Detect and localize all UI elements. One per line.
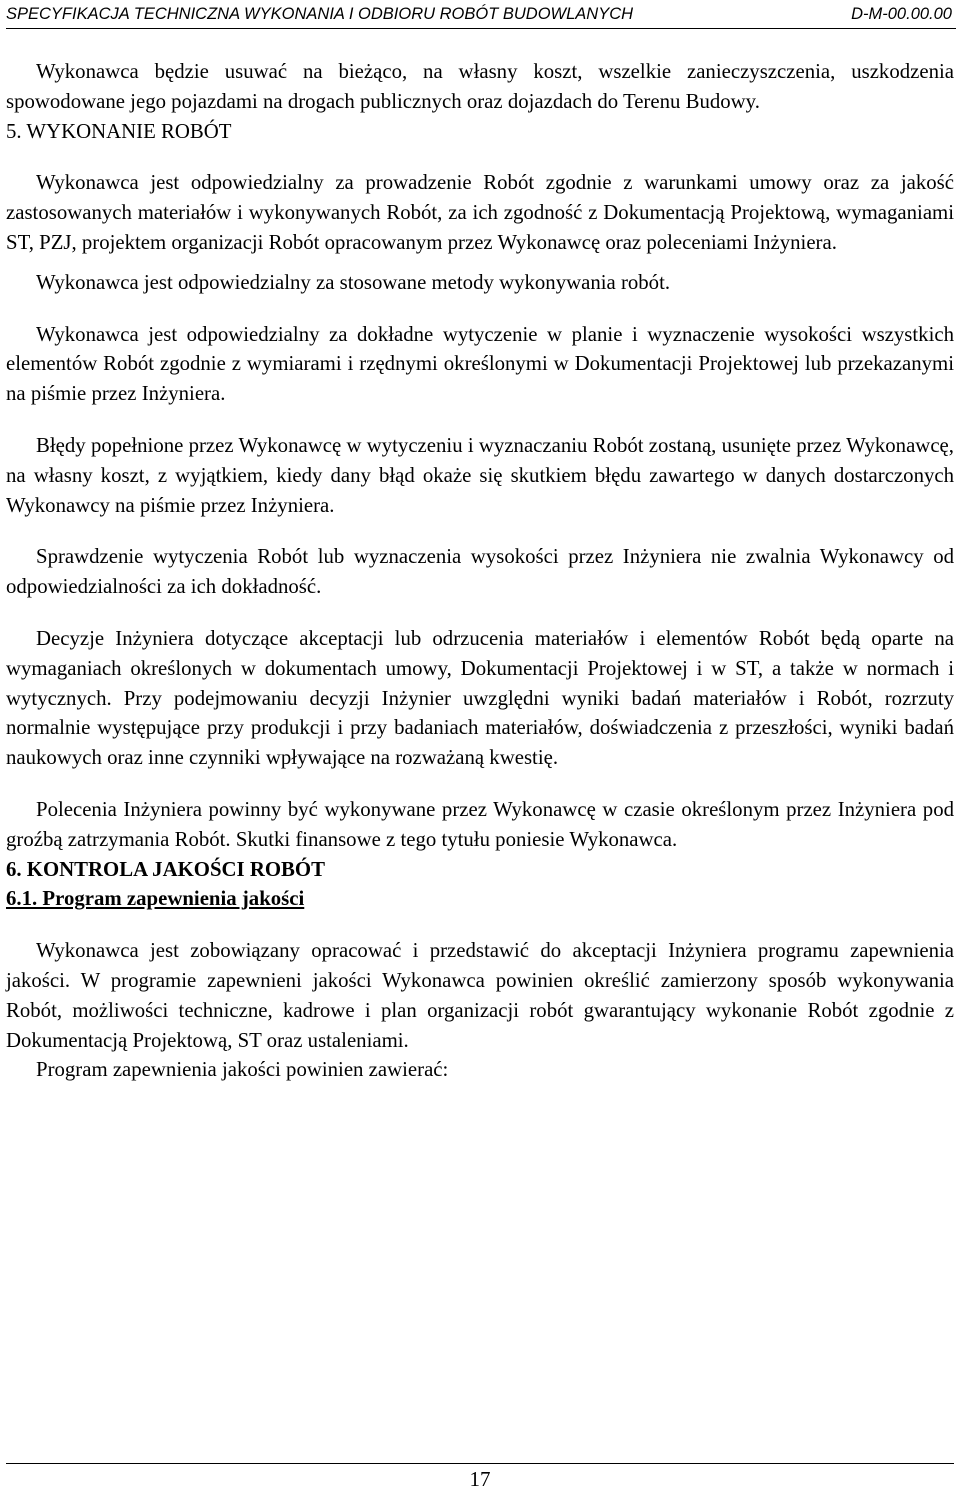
paragraph-61a: Wykonawca jest zobowiązany opracować i przedstawić do akceptacji Inżyniera programu zapewnienia jakości. W programie zapewnieni jakości Wykonawca powinien określić zamierzony sposób wykonywania Robót, możliwości techniczne, kadrowe i plan organizacji robót gwarantujący wykonanie Robót zgodnie z Dokumentacją Projektową, ST oraz ustaleniami. [6, 939, 954, 1052]
section-heading-5: 5. WYKONANIE ROBÓT [6, 119, 232, 143]
subsection-heading-6-1: 6.1. Program zapewnienia jakości [6, 887, 305, 911]
footer-rule [6, 1463, 954, 1464]
paragraph-intro: Wykonawca będzie usuwać na bieżąco, na własny koszt, wszelkie zanieczyszczenia, uszkodzenia spowodowane jego pojazdami na drogach publicznych oraz dojazdach do Terenu Budowy. [6, 60, 954, 113]
paragraph-5c: Wykonawca jest odpowiedzialny za dokładne wytyczenie w planie i wyznaczenie wysokości wszystkich elementów Robót zgodnie z wymiarami i rzędnymi określonymi w Dokumentacji Projektowej lub przekazanymi na piśmie przez Inżyniera. [6, 322, 954, 406]
paragraph-5g: Polecenia Inżyniera powinny być wykonywane przez Wykonawcę w czasie określonym przez Inżyniera pod groźbą zatrzymania Robót. Skutki finansowe z tego tytułu poniesie Wykonawca. [6, 797, 954, 851]
paragraph-5a: Wykonawca jest odpowiedzialny za prowadzenie Robót zgodnie z warunkami umowy oraz za jakość zastosowanych materiałów i wykonywanych Robót, za ich zgodność z Dokumentacją Projektową, wymaganiami ST, PZJ, projektem organizacji Robót opracowanym przez Wykonawcę oraz poleceniami Inżyniera. [6, 171, 954, 254]
section-heading-6: 6. KONTROLA JAKOŚCI ROBÓT [6, 857, 325, 881]
page-number: 17 [469, 1467, 491, 1491]
paragraph-5e: Sprawdzenie wytyczenia Robót lub wyznaczenia wysokości przez Inżyniera nie zwalnia Wykonawcy od odpowiedzialności za ich dokładność. [6, 545, 954, 599]
header-code: D-M-00.00.00 [851, 5, 952, 23]
page-header [6, 2, 956, 29]
header-title: SPECYFIKACJA TECHNICZNA WYKONANIA I ODBIORU ROBÓT BUDOWLANYCH [6, 5, 634, 23]
paragraph-5b: Wykonawca jest odpowiedzialny za stosowane metody wykonywania robót. [36, 270, 671, 294]
document-body [6, 57, 954, 1085]
paragraph-61b: Program zapewnienia jakości powinien zawierać: [36, 1058, 449, 1082]
paragraph-5f: Decyzje Inżyniera dotyczące akceptacji lub odrzucenia materiałów i elementów Robót będą oparte na wymaganiach określonych w dokumentach umowy, Dokumentacji Projektowej i w ST, a także w normach i wytycznych. Przy podejmowaniu decyzji Inżynier uwzględni wyniki badań materiałów i Robót, rozrzuty normalnie występujące przy produkcji i przy badaniach materiałów, doświadczenia z przeszłości, wyniki badań naukowych oraz inne czynniki wpływające na rozważaną kwestię. [6, 626, 954, 770]
paragraph-5d: Błędy popełnione przez Wykonawcę w wytyczeniu i wyznaczaniu Robót zostaną, usunięte przez Wykonawcę, na własny koszt, z wyjątkiem, kiedy dany błąd okaże się skutkiem błędu zawartego w danych dostarczonych Wykonawcy na piśmie przez Inżyniera. [6, 433, 954, 517]
